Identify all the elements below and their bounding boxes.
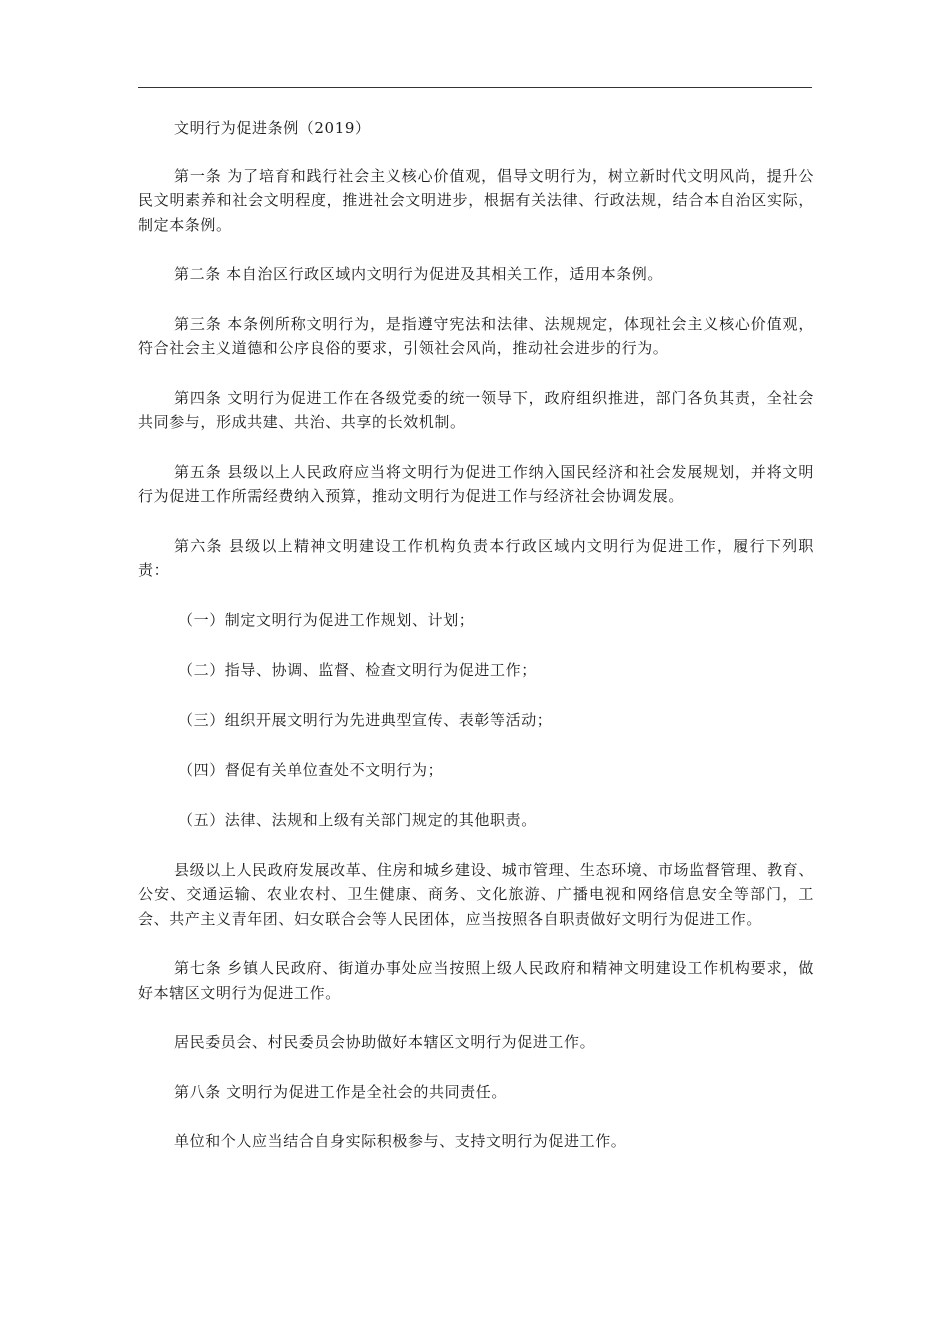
document-title: 文明行为促进条例（2019） (174, 119, 371, 137)
article-2: 第二条 本自治区行政区域内文明行为促进及其相关工作，适用本条例。 (174, 265, 663, 283)
article-7-committees: 居民委员会、村民委员会协助做好本辖区文明行为促进工作。 (174, 1033, 596, 1051)
duty-item-4: （四）督促有关单位查处不文明行为； (178, 760, 444, 779)
article-8: 第八条 文明行为促进工作是全社会的共同责任。 (174, 1082, 507, 1101)
article-5: 第五条 县级以上人民政府应当将文明行为促进工作纳入国民经济和社会发展规划，并将文明行为促进工作所需经费纳入预算，推动文明行为促进工作与经济社会协调发展。 (138, 462, 814, 505)
duty-item-2: （二）指导、协调、监督、检查文明行为促进工作； (178, 660, 537, 679)
article-1: 第一条 为了培育和践行社会主义核心价值观，倡导文明行为，树立新时代文明风尚，提升公民文明素养和社会文明程度，推进社会文明进步，根据有关法律、行政法规，结合本自治区实际，制定本条例。 (138, 166, 814, 234)
article-6: 第六条 县级以上精神文明建设工作机构负责本行政区域内文明行为促进工作，履行下列职责： (138, 536, 814, 579)
article-6-departments: 县级以上人民政府发展改革、住房和城乡建设、城市管理、生态环境、市场监督管理、教育、公安、交通运输、农业农村、卫生健康、商务、文化旅游、广播电视和网络信息安全等部门，工会、共产主义青年团、妇女联合会等人民团体，应当按照各自职责做好文明行为促进工作。 (138, 860, 814, 928)
article-8-participation: 单位和个人应当结合自身实际积极参与、支持文明行为促进工作。 (174, 1132, 627, 1150)
duty-item-1: （一）制定文明行为促进工作规划、计划； (178, 610, 475, 629)
article-7: 第七条 乡镇人民政府、街道办事处应当按照上级人民政府和精神文明建设工作机构要求，做好本辖区文明行为促进工作。 (138, 959, 814, 1002)
document-body (138, 116, 814, 1179)
article-3: 第三条 本条例所称文明行为，是指遵守宪法和法律、法规规定，体现社会主义核心价值观，符合社会主义道德和公序良俗的要求，引领社会风尚，推动社会进步的行为。 (138, 314, 814, 357)
article-4: 第四条 文明行为促进工作在各级党委的统一领导下，政府组织推进，部门各负其责，全社会共同参与，形成共建、共治、共享的长效机制。 (138, 388, 814, 431)
duty-item-5: （五）法律、法规和上级有关部门规定的其他职责。 (178, 810, 537, 829)
header-rule (138, 87, 812, 88)
duty-item-3: （三）组织开展文明行为先进典型宣传、表彰等活动； (178, 710, 553, 729)
